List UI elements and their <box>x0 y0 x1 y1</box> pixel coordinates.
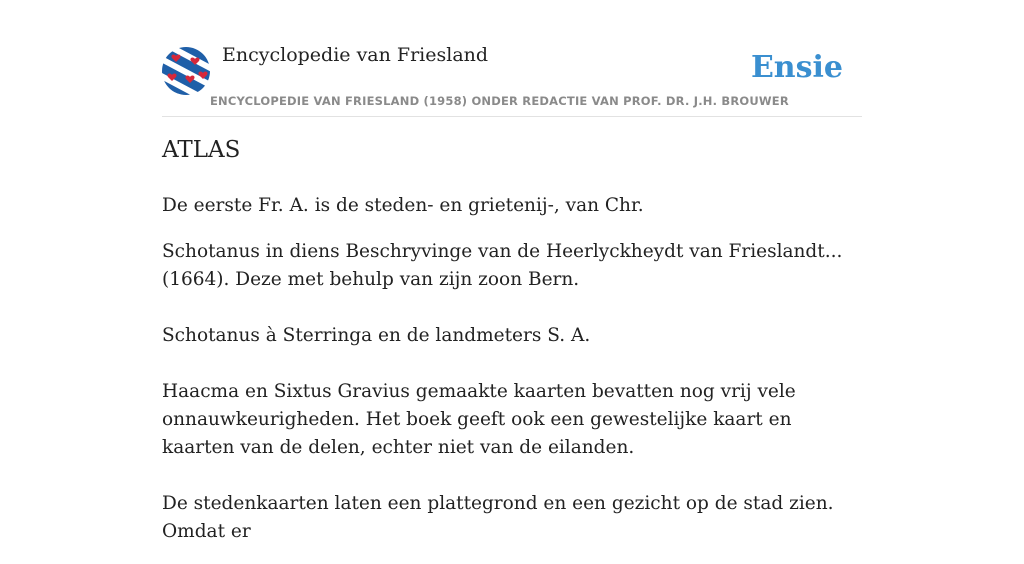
page <box>162 0 862 542</box>
frisian-flag-icon[interactable] <box>162 47 210 95</box>
article-paragraph: Schotanus in diens Beschryvinge van de Heerlyckheydt van Frieslandt... (1664). Deze met behulp van zijn zoon Bern. <box>162 241 843 290</box>
article-paragraph: De stedenkaarten laten een plattegrond en een gezicht op de stad zien. Omdat er <box>162 493 834 542</box>
encyclopedia-subtitle: ENCYCLOPEDIE VAN FRIESLAND (1958) ONDER REDACTIE VAN PROF. DR. J.H. BROUWER <box>210 94 789 108</box>
site-header <box>162 0 862 117</box>
brand-logo-text[interactable]: Ensie <box>750 50 843 85</box>
article-paragraph: Schotanus à Sterringa en de landmeters S. A. <box>162 325 591 346</box>
article-paragraph: Haacma en Sixtus Gravius gemaakte kaarten bevatten nog vrij vele onnauwkeurigheden. Het boek geeft ook een gewestelijke kaart en kaarten van de delen, echter niet van de eilanden. <box>162 381 796 458</box>
site-title[interactable]: Encyclopedie van Friesland <box>222 44 489 66</box>
article-body <box>162 192 862 564</box>
article-title: ATLAS <box>162 137 241 163</box>
article-paragraph: De eerste Fr. A. is de steden- en grietenij-, van Chr. <box>162 195 644 216</box>
